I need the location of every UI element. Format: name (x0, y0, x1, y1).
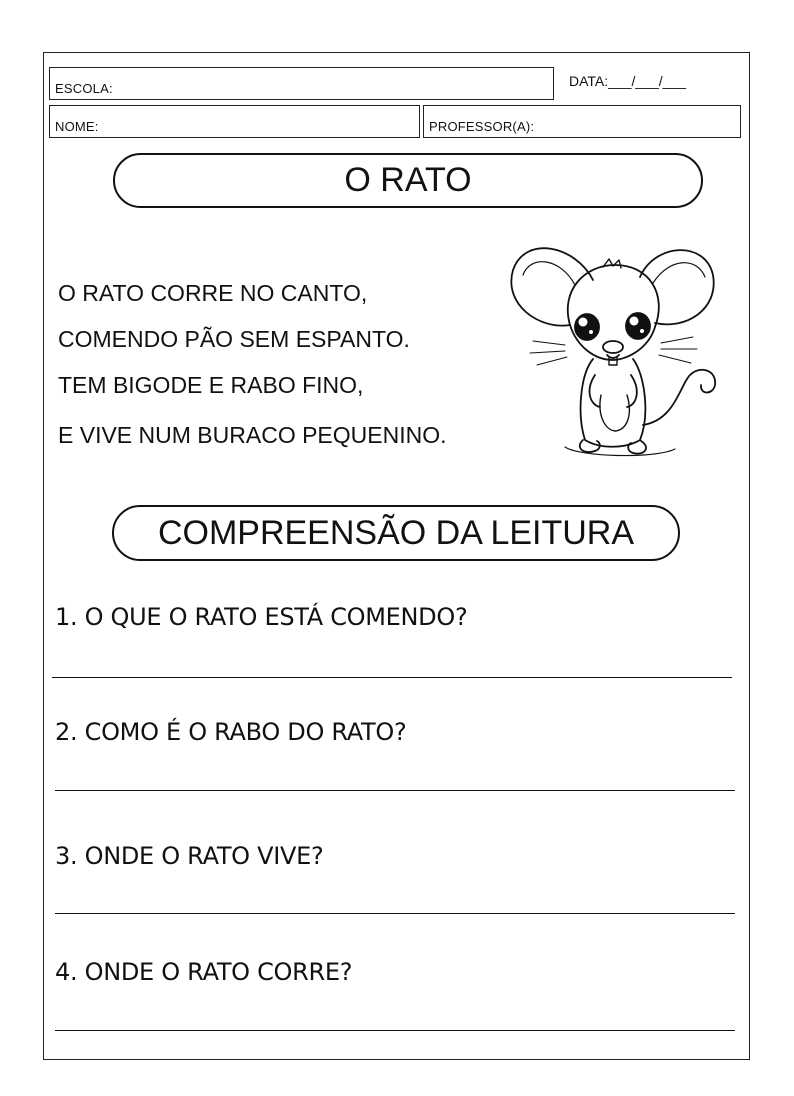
page-title: O RATO (113, 153, 703, 208)
answer-line-2[interactable] (55, 790, 735, 791)
poem-line: TEM BIGODE E RABO FINO, (58, 372, 364, 398)
answer-line-1[interactable] (52, 677, 732, 678)
poem-line: E VIVE NUM BURACO PEQUENINO. (58, 422, 447, 448)
poem-line: O RATO CORRE NO CANTO, (58, 280, 368, 306)
question-1: 1. O QUE O RATO ESTÁ COMENDO? (55, 603, 468, 631)
professor-label: PROFESSOR(A): (429, 119, 535, 134)
comprehension-title: COMPREENSÃO DA LEITURA (112, 505, 680, 561)
escola-label: ESCOLA: (55, 81, 113, 96)
escola-field[interactable] (49, 67, 554, 100)
poem-line: COMENDO PÃO SEM ESPANTO. (58, 326, 410, 352)
mouse-icon (505, 235, 720, 460)
nome-label: NOME: (55, 119, 99, 134)
question-3: 3. ONDE O RATO VIVE? (55, 842, 324, 870)
question-2: 2. COMO É O RABO DO RATO? (55, 718, 407, 746)
professor-field[interactable] (423, 105, 741, 138)
answer-line-4[interactable] (55, 1030, 735, 1031)
data-field[interactable]: DATA:___/___/___ (569, 73, 687, 89)
question-4: 4. ONDE O RATO CORRE? (55, 958, 353, 986)
answer-line-3[interactable] (55, 913, 735, 914)
nome-field[interactable] (49, 105, 420, 138)
